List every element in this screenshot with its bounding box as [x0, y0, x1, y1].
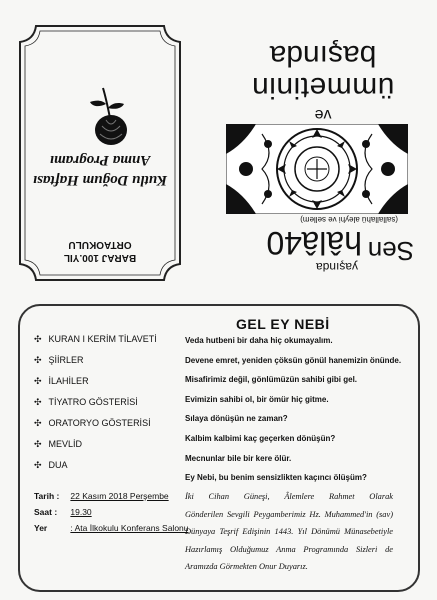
program-item-label: KURAN I KERİM TİLAVETİ	[48, 334, 157, 344]
heading-salutation: (sallallahü aleyhi ve sellem)	[300, 215, 398, 224]
bullet-icon: ✣	[34, 355, 42, 365]
program-item-label: ORATORYO GÖSTERİSİ	[48, 418, 151, 428]
bullet-icon: ✣	[34, 397, 42, 407]
program-item-label: TİYATRO GÖSTERİSİ	[48, 397, 138, 407]
school-name-line: BARAJ 100.YIL	[63, 252, 137, 263]
mandala-ornament	[226, 124, 408, 214]
closing-line: Dünyaya Teşrif Edişinin 1443. Yıl Dönümü Münasebetiyle	[185, 527, 393, 536]
program-item-label: İLAHİLER	[48, 376, 89, 386]
list-item	[34, 329, 194, 350]
closing-line: Aramızda Görmekten Onur Duyarız.	[185, 562, 308, 571]
closing-invitation-text	[185, 488, 393, 576]
school-name-line: ORTAOKULU	[68, 239, 132, 250]
poem-line: Devene emret, yeniden çöksün gönül hanemizin önünde.	[185, 355, 402, 365]
date-value: 22 Kasım 2018 Perşembe	[70, 491, 169, 501]
bullet-icon: ✣	[34, 334, 42, 344]
program-item-label: DUA	[48, 460, 68, 470]
invitation-title-line: Anma Programı	[49, 152, 151, 168]
place-value: : Ata İlkokulu Konferans Salonu	[70, 523, 189, 533]
time-label: Saat :	[34, 507, 58, 517]
cover-heading-line1: başında	[269, 39, 377, 72]
bullet-icon: ✣	[34, 376, 42, 386]
poem-title: GEL EY NEBİ	[236, 316, 330, 332]
program-list	[34, 329, 194, 476]
event-place	[34, 520, 189, 536]
cover-heading-ve: ve	[314, 106, 332, 123]
list-item	[34, 455, 194, 476]
rose-icon	[84, 86, 136, 148]
poem-line: Veda hutbeni bir daha hiç okumayalım.	[185, 336, 333, 345]
closing-line: Gönderilen Sevgili Peygamberimiz Hz. Muhammed'in (sav)	[185, 509, 393, 519]
event-info	[34, 488, 189, 536]
heading-hala: hâlâ	[301, 225, 362, 261]
poem-line: Misafirimiz değil, gönlümüzün sahibi gibi gel.	[185, 375, 358, 385]
heading-yasinda: yaşında	[315, 260, 358, 274]
list-item	[34, 350, 194, 371]
invitation-title	[20, 150, 180, 190]
bullet-icon: ✣	[34, 460, 42, 470]
date-label: Tarih :	[34, 491, 60, 501]
sen-hala-heading	[222, 212, 418, 274]
program-item-label: MEVLİD	[48, 439, 83, 449]
school-name	[20, 238, 180, 264]
poem-line: Ey Nebi, bu benim sensizlikten kaçıncı ölüşüm?	[185, 473, 367, 483]
time-value: 19.30	[70, 507, 92, 517]
closing-line: Hazırlamış Olduğumuz Anma Programında Sizleri de	[185, 544, 393, 554]
bullet-icon: ✣	[34, 439, 42, 449]
heading-forty: 40	[266, 225, 302, 261]
poem-line: Evimizin sahibi ol, bir ömür hiç gitme.	[185, 394, 329, 404]
bullet-icon: ✣	[34, 418, 42, 428]
list-item	[34, 392, 194, 413]
cover-heading-line2: ümmetinin	[251, 71, 395, 104]
list-item	[34, 413, 194, 434]
poem-body	[185, 336, 405, 493]
place-label: Yer	[34, 523, 48, 533]
invitation-title-line: Kutlu Doğum Haftası	[32, 172, 168, 188]
event-time	[34, 504, 189, 520]
event-date	[34, 488, 189, 504]
poem-line: Kalbim kalbimi kaç geçerken dönüşün?	[185, 433, 336, 443]
list-item	[34, 371, 194, 392]
list-item	[34, 434, 194, 455]
heading-sen: Sen	[367, 236, 414, 266]
poem-line: Sılaya dönüşün ne zaman?	[185, 414, 288, 424]
closing-line: İki Cihan Güneşi, Âlemlere Rahmet Olarak	[185, 492, 393, 501]
program-item-label: ŞİİRLER	[48, 355, 84, 365]
poem-line: Mecnunlar bile bir kere ölür.	[185, 453, 292, 463]
